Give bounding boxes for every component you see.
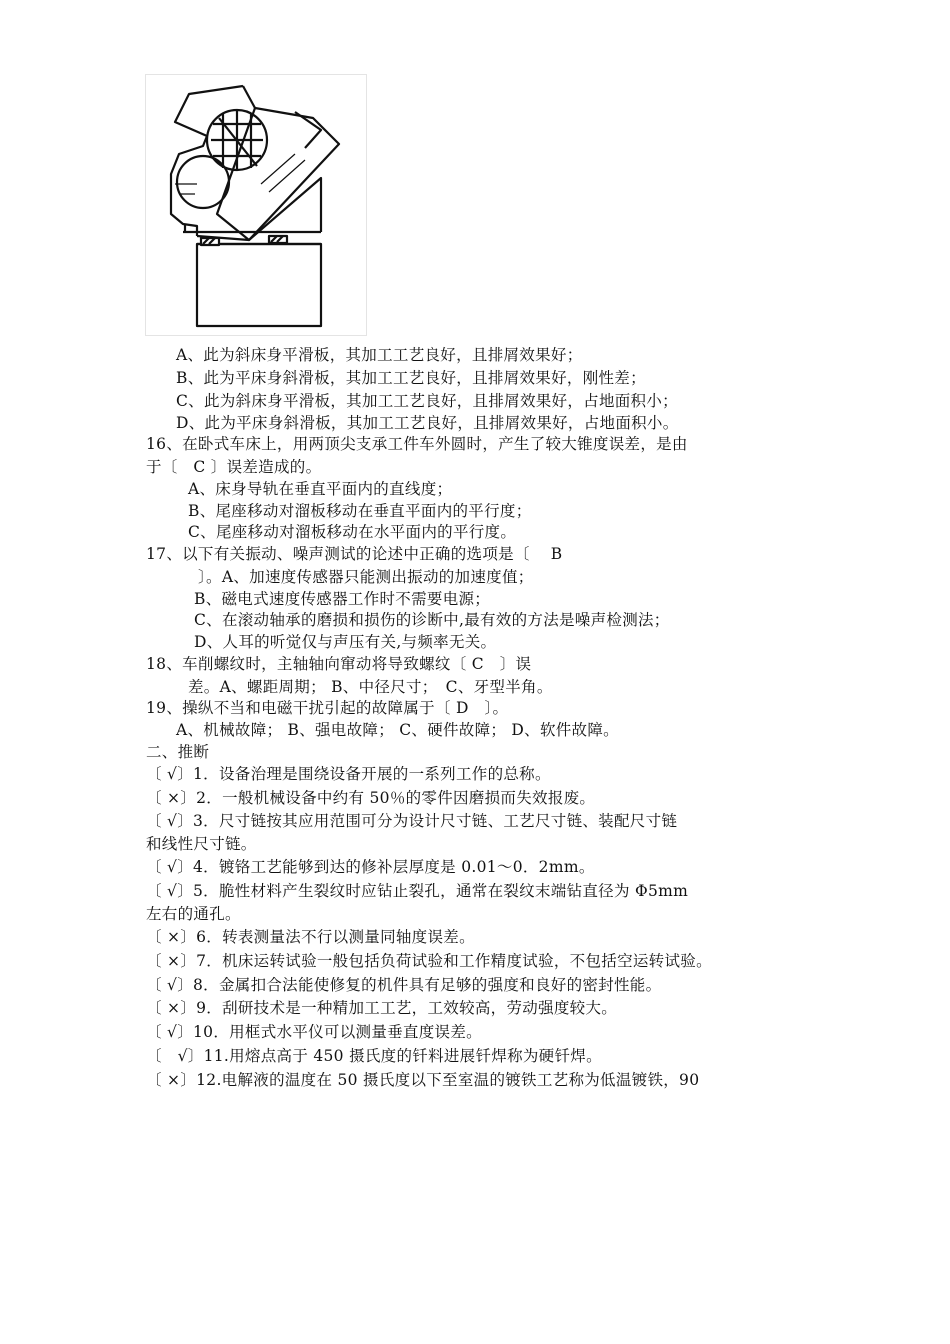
q15-option-c: C、此为斜床身平滑板，其加工工艺良好，且排屑效果好，占地面积小； [176, 392, 678, 410]
q18-question: 18、车削螺纹时，主轴轴向窜动将导致螺纹〔 C 〕误 [146, 655, 532, 673]
lathe-bed-drawing [145, 74, 367, 336]
q18-options: 差。A、螺距周期； B、中径尺寸； C、牙型半角。 [188, 678, 553, 696]
judgement-item: 〔 ×〕9．刮研技术是一种精加工工艺，工效较高，劳动强度较大。 [146, 999, 618, 1017]
q17-option-c: C、在滚动轴承的磨损和损伤的诊断中,最有效的方法是噪声检测法； [194, 611, 670, 629]
judgement-item: 〔 √〕1．设备治理是围绕设备开展的一系列工作的总称。 [146, 765, 551, 783]
q17-question: 17、以下有关振动、噪声测试的论述中正确的选项是〔 B [146, 545, 563, 563]
q15-option-a: A、此为斜床身平滑板，其加工工艺良好，且排屑效果好； [176, 346, 583, 364]
q16-question: 16、在卧式车床上，用两顶尖支承工件车外圆时，产生了较大锥度误差，是由 [146, 435, 688, 453]
judgement-item: 〔 √〕8．金属扣合法能使修复的机件具有足够的强度和良好的密封性能。 [146, 976, 662, 994]
judgement-item: 〔 √〕10．用框式水平仪可以测量垂直度误差。 [146, 1023, 482, 1041]
q16-question-cont: 于〔 C 〕误差造成的。 [146, 458, 322, 476]
judgement-item: 〔 ×〕2．一般机械设备中约有 50％的零件因磨损而失效报废。 [146, 789, 596, 807]
judgement-item: 〔 √〕11.用熔点高于 450 摄氏度的钎料进展钎焊称为硬钎焊。 [146, 1047, 602, 1065]
judgement-item: 〔 √〕5．脆性材料产生裂纹时应钻止裂孔，通常在裂纹末端钻直径为 Φ5mm [146, 882, 689, 900]
lathe-bed-figure [145, 74, 367, 336]
section-title: 二、推断 [146, 743, 210, 761]
q17-question-cont: 〕。A、加速度传感器只能测出振动的加速度值； [198, 568, 534, 586]
q17-option-d: D、人耳的听觉仅与声压有关,与频率无关。 [194, 633, 497, 651]
q16-option-b: B、尾座移动对溜板移动在垂直平面内的平行度； [188, 502, 532, 520]
q19-options: A、机械故障； B、强电故障； C、硬件故障； D、软件故障。 [176, 721, 619, 739]
judgement-item: 〔 √〕3．尺寸链按其应用范围可分为设计尺寸链、工艺尺寸链、装配尺寸链 [146, 812, 678, 830]
q15-option-d: D、此为平床身斜滑板，其加工工艺良好，且排屑效果好，占地面积小。 [176, 414, 679, 432]
judgement-item-cont: 左右的通孔。 [146, 905, 241, 923]
judgement-item: 〔 ×〕6．转表测量法不行以测量同轴度误差。 [146, 928, 475, 946]
judgement-item-cont: 和线性尺寸链。 [146, 835, 257, 853]
judgement-item: 〔 √〕4．镀铬工艺能够到达的修补层厚度是 0.01～0．2mm。 [146, 858, 595, 876]
q16-option-a: A、床身导轨在垂直平面内的直线度； [188, 480, 453, 498]
judgement-item: 〔 ×〕12.电解液的温度在 50 摄氏度以下至室温的镀铁工艺称为低温镀铁，90 [146, 1071, 700, 1089]
judgement-item: 〔 ×〕7．机床运转试验一般包括负荷试验和工作精度试验，不包括空运转试验。 [146, 952, 712, 970]
q17-option-b: B、磁电式速度传感器工作时不需要电源； [194, 590, 491, 608]
q19-question: 19、操纵不当和电磁干扰引起的故障属于〔 D 〕。 [146, 699, 509, 717]
q16-option-c: C、尾座移动对溜板移动在水平面内的平行度。 [188, 523, 517, 541]
q15-option-b: B、此为平床身斜滑板，其加工工艺良好，且排屑效果好，刚性差； [176, 369, 646, 387]
